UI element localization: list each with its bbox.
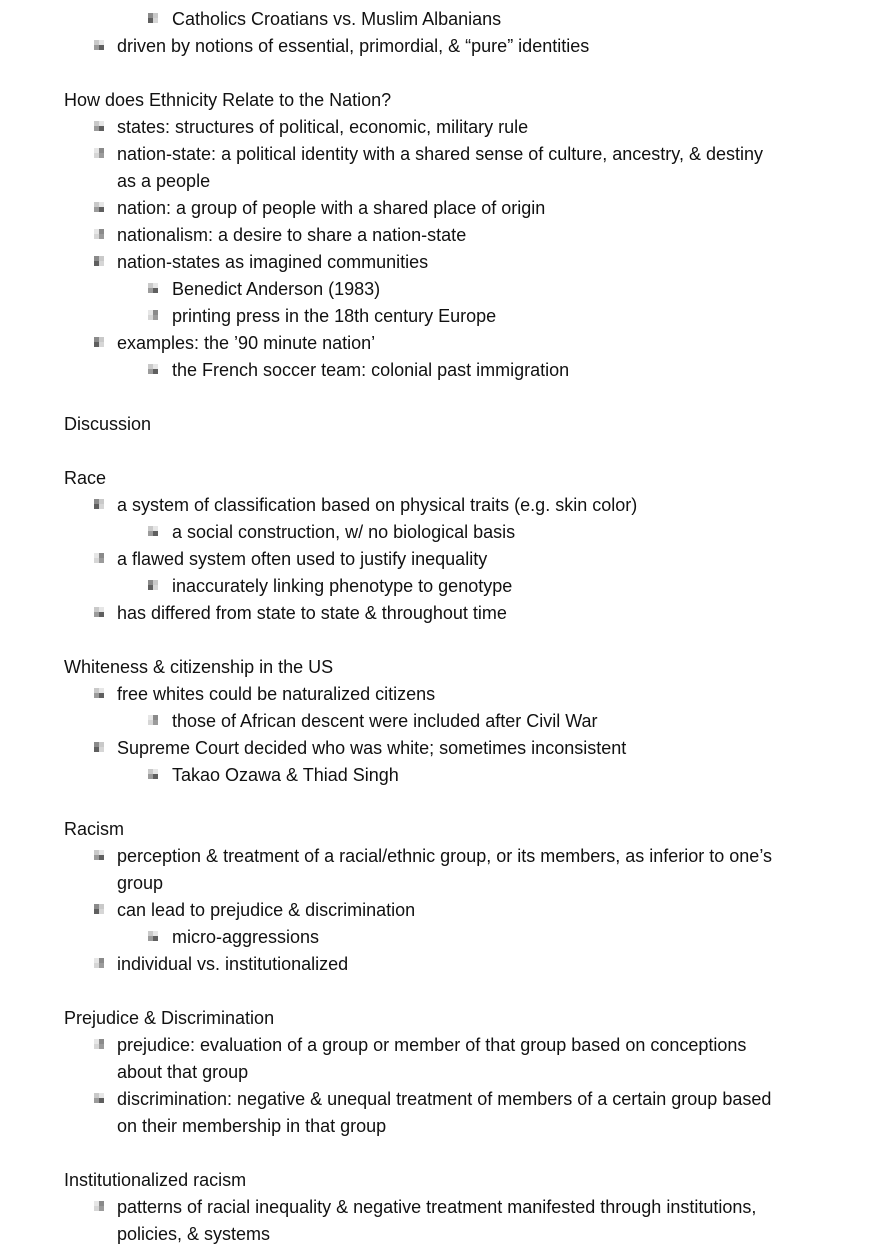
bullet-item: driven by notions of essential, primordial, & “pure” identities xyxy=(117,36,590,56)
section-heading: Racism xyxy=(64,819,125,839)
pixelated-bullet-icon xyxy=(148,13,161,26)
bullet-item: a flawed system often used to justify inequality xyxy=(117,549,488,569)
bullet-item: free whites could be naturalized citizens xyxy=(117,684,436,704)
section-heading: Whiteness & citizenship in the US xyxy=(64,657,334,677)
sub-bullet-item: those of African descent were included after Civil War xyxy=(172,711,598,731)
pixelated-bullet-icon xyxy=(94,121,107,134)
bullet-item: discrimination: negative & unequal treatment of members of a certain group based xyxy=(117,1089,772,1109)
bullet-item-continuation: group xyxy=(117,873,164,893)
section-heading: Discussion xyxy=(64,414,152,434)
section-heading: Race xyxy=(64,468,107,488)
pixelated-bullet-icon xyxy=(94,229,107,242)
pixelated-bullet-icon xyxy=(148,715,161,728)
bullet-item: has differed from state to state & throughout time xyxy=(117,603,507,623)
sub-bullet-item: micro-aggressions xyxy=(172,927,320,947)
pixelated-bullet-icon xyxy=(148,283,161,296)
pixelated-bullet-icon xyxy=(94,40,107,53)
pixelated-bullet-icon xyxy=(148,526,161,539)
bullet-item: perception & treatment of a racial/ethnic group, or its members, as inferior to one’s xyxy=(117,846,772,866)
pixelated-bullet-icon xyxy=(94,1093,107,1106)
pixelated-bullet-icon xyxy=(94,607,107,620)
sub-bullet-item: inaccurately linking phenotype to genotype xyxy=(172,576,513,596)
pixelated-bullet-icon xyxy=(148,580,161,593)
pixelated-bullet-icon xyxy=(94,256,107,269)
pixelated-bullet-icon xyxy=(94,742,107,755)
section-heading: Prejudice & Discrimination xyxy=(64,1008,275,1028)
bullet-item-continuation: as a people xyxy=(117,171,211,191)
bullet-item: Supreme Court decided who was white; sometimes inconsistent xyxy=(117,738,627,758)
pixelated-bullet-icon xyxy=(94,553,107,566)
section-heading: How does Ethnicity Relate to the Nation? xyxy=(64,90,392,110)
bullet-item: nation-state: a political identity with a shared sense of culture, ancestry, & destiny xyxy=(117,144,764,164)
sub-bullet-item: Catholics Croatians vs. Muslim Albanians xyxy=(172,9,502,29)
bullet-item-continuation: about that group xyxy=(117,1062,249,1082)
bullet-item-continuation: policies, & systems xyxy=(117,1224,271,1244)
pixelated-bullet-icon xyxy=(94,148,107,161)
pixelated-bullet-icon xyxy=(94,202,107,215)
pixelated-bullet-icon xyxy=(94,850,107,863)
bullet-item: a system of classification based on physical traits (e.g. skin color) xyxy=(117,495,638,515)
bullet-item: examples: the ’90 minute nation’ xyxy=(117,333,376,353)
bullet-item: individual vs. institutionalized xyxy=(117,954,349,974)
pixelated-bullet-icon xyxy=(94,1039,107,1052)
bullet-item: states: structures of political, economic, military rule xyxy=(117,117,529,137)
bullet-item: prejudice: evaluation of a group or member of that group based on conceptions xyxy=(117,1035,747,1055)
pixelated-bullet-icon xyxy=(94,337,107,350)
sub-bullet-item: the French soccer team: colonial past immigration xyxy=(172,360,570,380)
sub-bullet-item: a social construction, w/ no biological basis xyxy=(172,522,516,542)
bullet-item: nationalism: a desire to share a nation-state xyxy=(117,225,467,245)
bullet-item: can lead to prejudice & discrimination xyxy=(117,900,416,920)
pixelated-bullet-icon xyxy=(94,688,107,701)
sub-bullet-item: printing press in the 18th century Europe xyxy=(172,306,497,326)
bullet-item: patterns of racial inequality & negative treatment manifested through institutions, xyxy=(117,1197,757,1217)
section-heading: Institutionalized racism xyxy=(64,1170,247,1190)
pixelated-bullet-icon xyxy=(148,931,161,944)
bullet-item-continuation: on their membership in that group xyxy=(117,1116,387,1136)
pixelated-bullet-icon xyxy=(94,904,107,917)
pixelated-bullet-icon xyxy=(148,769,161,782)
pixelated-bullet-icon xyxy=(94,958,107,971)
pixelated-bullet-icon xyxy=(94,499,107,512)
pixelated-bullet-icon xyxy=(148,364,161,377)
pixelated-bullet-icon xyxy=(94,1201,107,1214)
pixelated-bullet-icon xyxy=(148,310,161,323)
bullet-item: nation-states as imagined communities xyxy=(117,252,429,272)
bullet-item: nation: a group of people with a shared place of origin xyxy=(117,198,546,218)
sub-bullet-item: Benedict Anderson (1983) xyxy=(172,279,381,299)
sub-bullet-item: Takao Ozawa & Thiad Singh xyxy=(172,765,399,785)
